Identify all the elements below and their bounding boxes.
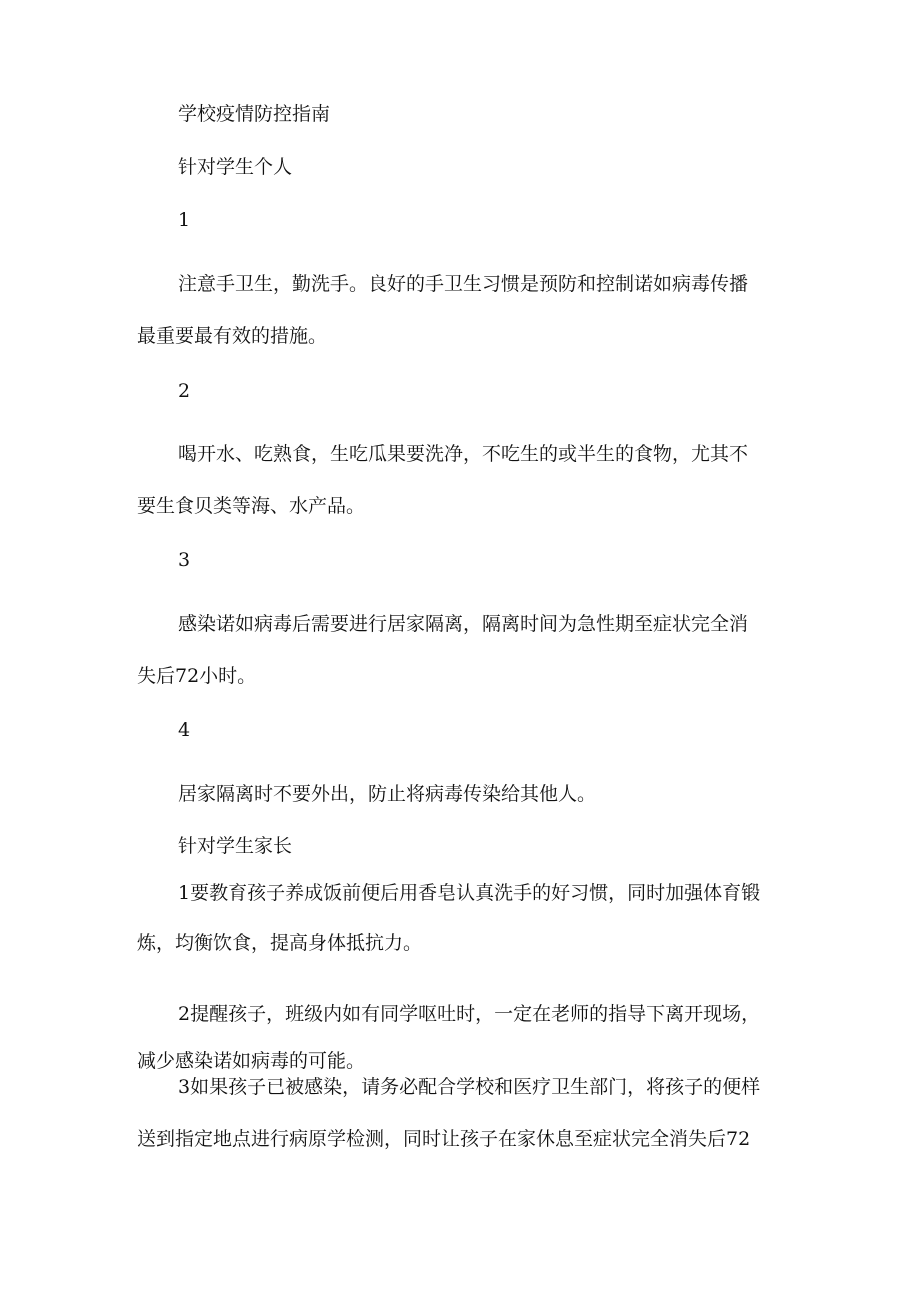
- section-heading-students: 针对学生个人: [178, 156, 293, 178]
- section-heading-parents: 针对学生家长: [178, 835, 293, 857]
- paragraph-line: 3如果孩子已被感染，请务必配合学校和医疗卫生部门，将孩子的便样: [178, 1076, 761, 1098]
- item-number: 4: [178, 719, 191, 741]
- document-title: 学校疫情防控指南: [178, 103, 331, 125]
- paragraph-line: 炼，均衡饮食，提高身体抵抗力。: [137, 932, 423, 954]
- paragraph-line: 感染诺如病毒后需要进行居家隔离，隔离时间为急性期至症状完全消: [178, 613, 749, 635]
- paragraph-line: 减少感染诺如病毒的可能。: [137, 1050, 366, 1072]
- item-number: 2: [178, 380, 191, 402]
- item-number: 3: [178, 549, 191, 571]
- paragraph-line: 最重要最有效的措施。: [137, 325, 328, 347]
- paragraph-line: 1要教育孩子养成饭前便后用香皂认真洗手的好习惯，同时加强体育锻: [178, 882, 761, 904]
- paragraph-line: 失后72小时。: [137, 665, 257, 687]
- paragraph-line: 送到指定地点进行病原学检测，同时让孩子在家休息至症状完全消失后72: [137, 1128, 751, 1150]
- paragraph-line: 要生食贝类等海、水产品。: [137, 495, 366, 517]
- paragraph-line: 2提醒孩子，班级内如有同学呕吐时，一定在老师的指导下离开现场，: [178, 1003, 761, 1025]
- item-number: 1: [178, 209, 191, 231]
- paragraph-line: 喝开水、吃熟食，生吃瓜果要洗净，不吃生的或半生的食物，尤其不: [178, 443, 749, 465]
- paragraph-line: 注意手卫生，勤洗手。良好的手卫生习惯是预防和控制诺如病毒传播: [178, 273, 749, 295]
- paragraph-line: 居家隔离时不要外出，防止将病毒传染给其他人。: [178, 783, 597, 805]
